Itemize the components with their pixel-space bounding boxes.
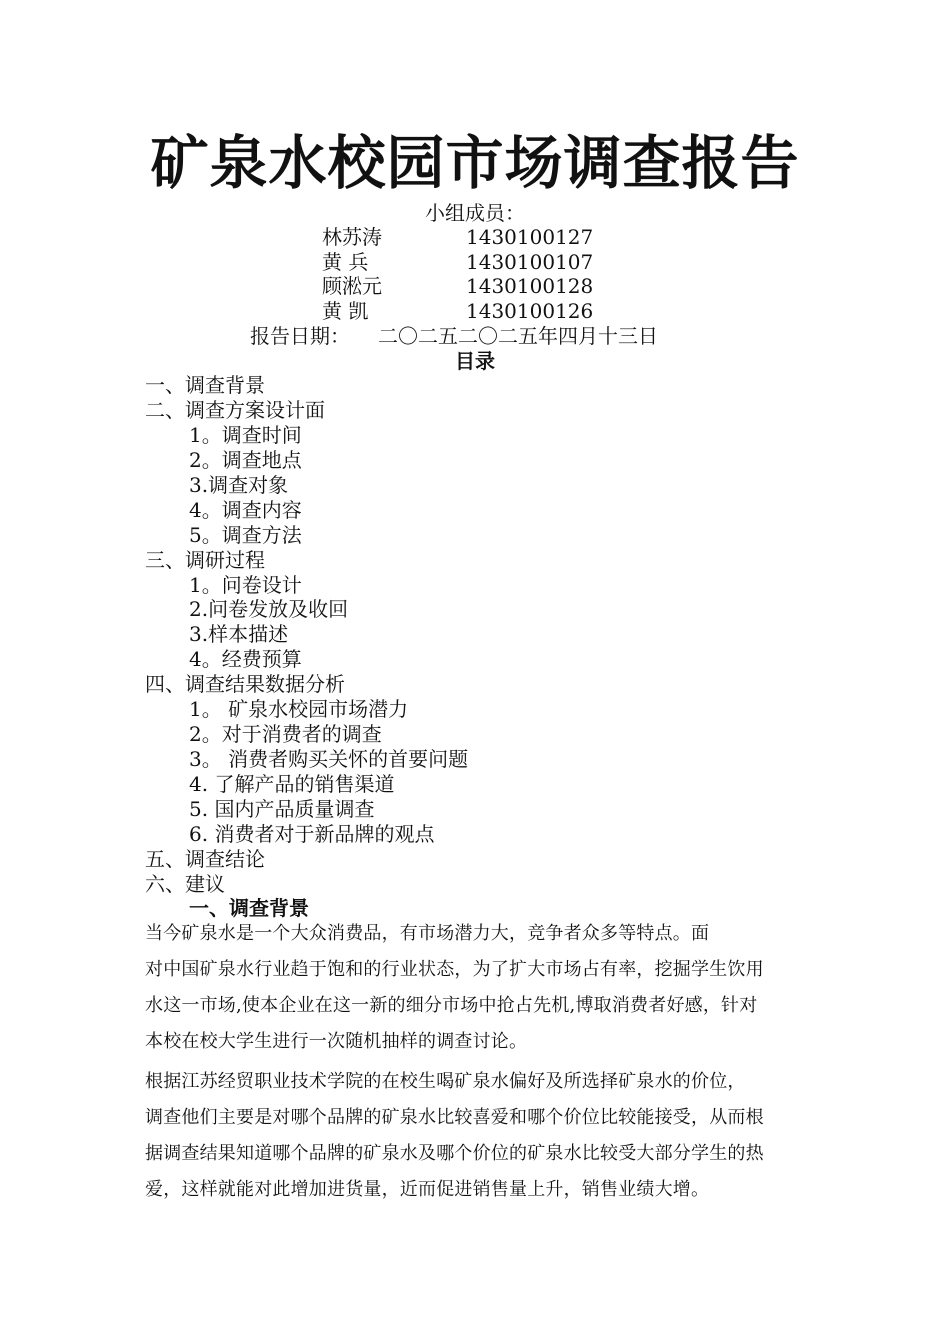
paragraph <box>145 1064 825 1208</box>
member-name: 林苏涛 <box>322 225 382 249</box>
paragraph-line: 爱，这样就能对此增加进货量，近而促进销售量上升，销售业绩大增。 <box>145 1179 710 1200</box>
toc-item: 1。问卷设计 <box>189 573 302 597</box>
report-date-value: 二〇二五二〇二五年四月十三日 <box>378 324 658 348</box>
toc-item: 5. 国内产品质量调查 <box>189 797 375 821</box>
members-label: 小组成员： <box>425 201 525 225</box>
toc-item: 2。对于消费者的调查 <box>189 722 382 746</box>
toc-item: 1。调查时间 <box>189 423 302 447</box>
paragraph-line: 本校在校大学生进行一次随机抽样的调查讨论。 <box>145 1031 528 1052</box>
paragraph-line: 当今矿泉水是一个大众消费品，有市场潜力大，竞争者众多等特点。面 <box>145 923 710 944</box>
toc-item: 4。经费预算 <box>189 647 302 671</box>
paragraph <box>145 916 825 1060</box>
paragraph-line: 水这一市场,使本企业在这一新的细分市场中抢占先机,博取消费者好感，针对 <box>145 995 758 1016</box>
section-heading: 一、调查背景 <box>189 896 309 920</box>
toc-item: 一、调查背景 <box>145 373 265 397</box>
toc-item: 3.调查对象 <box>189 473 289 497</box>
toc-item: 五、调查结论 <box>145 847 265 871</box>
paragraph-line: 对中国矿泉水行业趋于饱和的行业状态，为了扩大市场占有率，挖掘学生饮用 <box>145 959 764 980</box>
toc-item: 3.样本描述 <box>189 622 289 646</box>
toc-item: 六、建议 <box>145 872 225 896</box>
toc-item: 5。调查方法 <box>189 523 302 547</box>
document-title: 矿泉水校园市场调查报告 <box>150 129 800 197</box>
member-row <box>322 224 593 250</box>
toc-heading: 目录 <box>455 349 495 373</box>
toc-item: 三、调研过程 <box>145 548 265 572</box>
member-id: 1430100127 <box>466 225 594 249</box>
toc-item: 1。 矿泉水校园市场潜力 <box>189 697 409 721</box>
member-name: 顾淞元 <box>322 274 382 298</box>
paragraph-line: 据调查结果知道哪个品牌的矿泉水及哪个价位的矿泉水比较受大部分学生的热 <box>145 1143 764 1164</box>
paragraph-line: 调查他们主要是对哪个品牌的矿泉水比较喜爱和哪个价位比较能接受，从而根 <box>145 1107 764 1128</box>
paragraph-line: 根据江苏经贸职业技术学院的在校生喝矿泉水偏好及所选择矿泉水的价位， <box>145 1071 746 1092</box>
toc-item: 2。调查地点 <box>189 448 302 472</box>
member-name: 黄 凯 <box>322 299 369 323</box>
toc-item: 4。调查内容 <box>189 498 302 522</box>
report-date <box>250 323 658 349</box>
toc-item: 4. 了解产品的销售渠道 <box>189 772 395 796</box>
member-id: 1430100107 <box>466 250 594 274</box>
toc-item: 2.问卷发放及收回 <box>189 597 349 621</box>
toc-item: 四、调查结果数据分析 <box>145 672 345 696</box>
member-id: 1430100128 <box>466 274 594 298</box>
member-row <box>322 273 593 299</box>
member-row <box>322 298 593 324</box>
report-date-label: 报告日期： <box>250 324 350 348</box>
toc-item: 3。 消费者购买关怀的首要问题 <box>189 747 469 771</box>
member-row <box>322 249 593 275</box>
member-id: 1430100126 <box>466 299 594 323</box>
member-name: 黄 兵 <box>322 250 369 274</box>
toc-item: 二、调查方案设计面 <box>145 398 325 422</box>
toc-item: 6. 消费者对于新品牌的观点 <box>189 822 435 846</box>
